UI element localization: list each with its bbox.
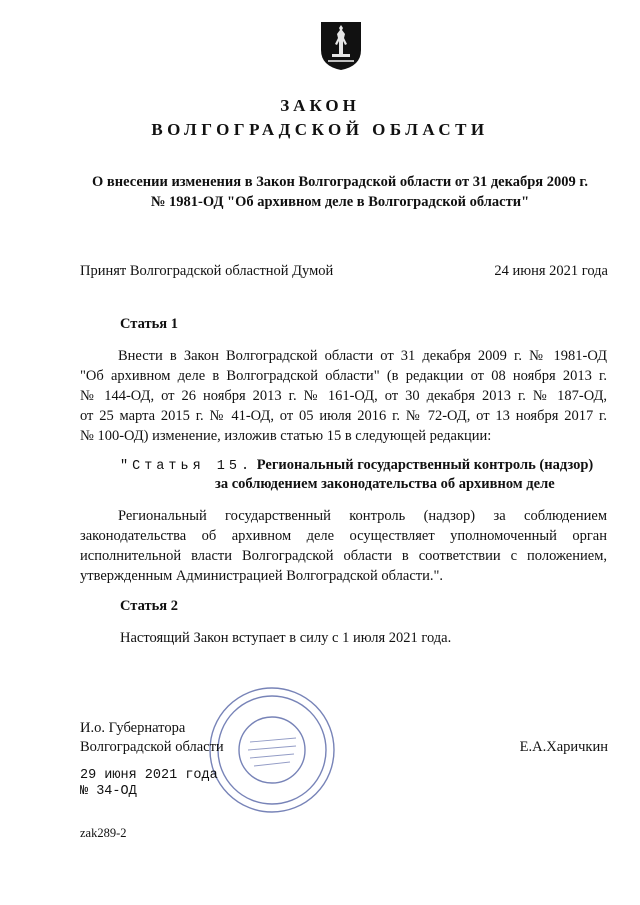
new-article-line-3: исполнительной власти Волгоградской области в соответствии с положением, <box>80 548 607 564</box>
new-article-title-1: Региональный государственный контроль (надзор) <box>256 457 594 473</box>
signatory-position-2: Волгоградской области <box>80 739 224 755</box>
article-1-line-2: "Об архивном деле в Волгоградской области" (в редакции от 08 ноября 2013 г. <box>80 368 607 384</box>
article-1-line-5: № 100-ОД) изменение, изложив статью 15 в следующей редакции: <box>80 428 492 444</box>
new-article-title-2: за соблюдением законодательства об архивном деле <box>215 476 555 492</box>
registration-number: № 34-ОД <box>80 784 137 799</box>
subject-line-1: О внесении изменения в Закон Волгоградской области от 31 декабря 2009 г. <box>92 174 588 190</box>
article-1-line-4: от 25 марта 2015 г. № 41-ОД, от 05 июля 2016 г. № 72-ОД, от 13 ноября 2017 г. <box>80 408 607 424</box>
subject-line-2: № 1981-ОД "Об архивном деле в Волгоградской области" <box>150 194 530 210</box>
new-article-line-4: утвержденным Администрацией Волгоградской области.". <box>80 568 444 584</box>
new-article-line-1: Региональный государственный контроль (надзор) за соблюдением <box>118 508 607 524</box>
adoption-date: 24 июня 2021 года <box>494 263 608 279</box>
coat-of-arms-icon <box>318 20 364 72</box>
article-1-heading: Статья 1 <box>120 316 178 332</box>
document-code: zak289-2 <box>80 826 127 840</box>
article-1-line-3: № 144-ОД, от 26 ноября 2013 г. № 161-ОД, от 30 декабря 2013 г. № 187-ОД, <box>80 388 607 404</box>
signatory-position-1: И.о. Губернатора <box>80 720 186 736</box>
article-1-line-1: Внести в Закон Волгоградской области от 31 декабря 2009 г. № 1981-ОД <box>118 348 607 364</box>
region-title: ВОЛГОГРАДСКОЙ ОБЛАСТИ <box>151 120 489 139</box>
article-2-text: Настоящий Закон вступает в силу с 1 июля 2021 года. <box>120 630 452 646</box>
registration-date: 29 июня 2021 года <box>80 768 218 783</box>
new-article-label: "Статья 15. <box>120 459 254 474</box>
official-seal-stamp <box>206 684 338 816</box>
signatory-name: Е.А.Харичкин <box>519 739 608 755</box>
adopted-by: Принят Волгоградской областной Думой <box>80 263 334 279</box>
article-2-heading: Статья 2 <box>120 598 178 614</box>
new-article-line-2: законодательства об архивном деле осуществляет уполномоченный орган <box>80 528 607 544</box>
law-title: ЗАКОН <box>280 96 360 115</box>
